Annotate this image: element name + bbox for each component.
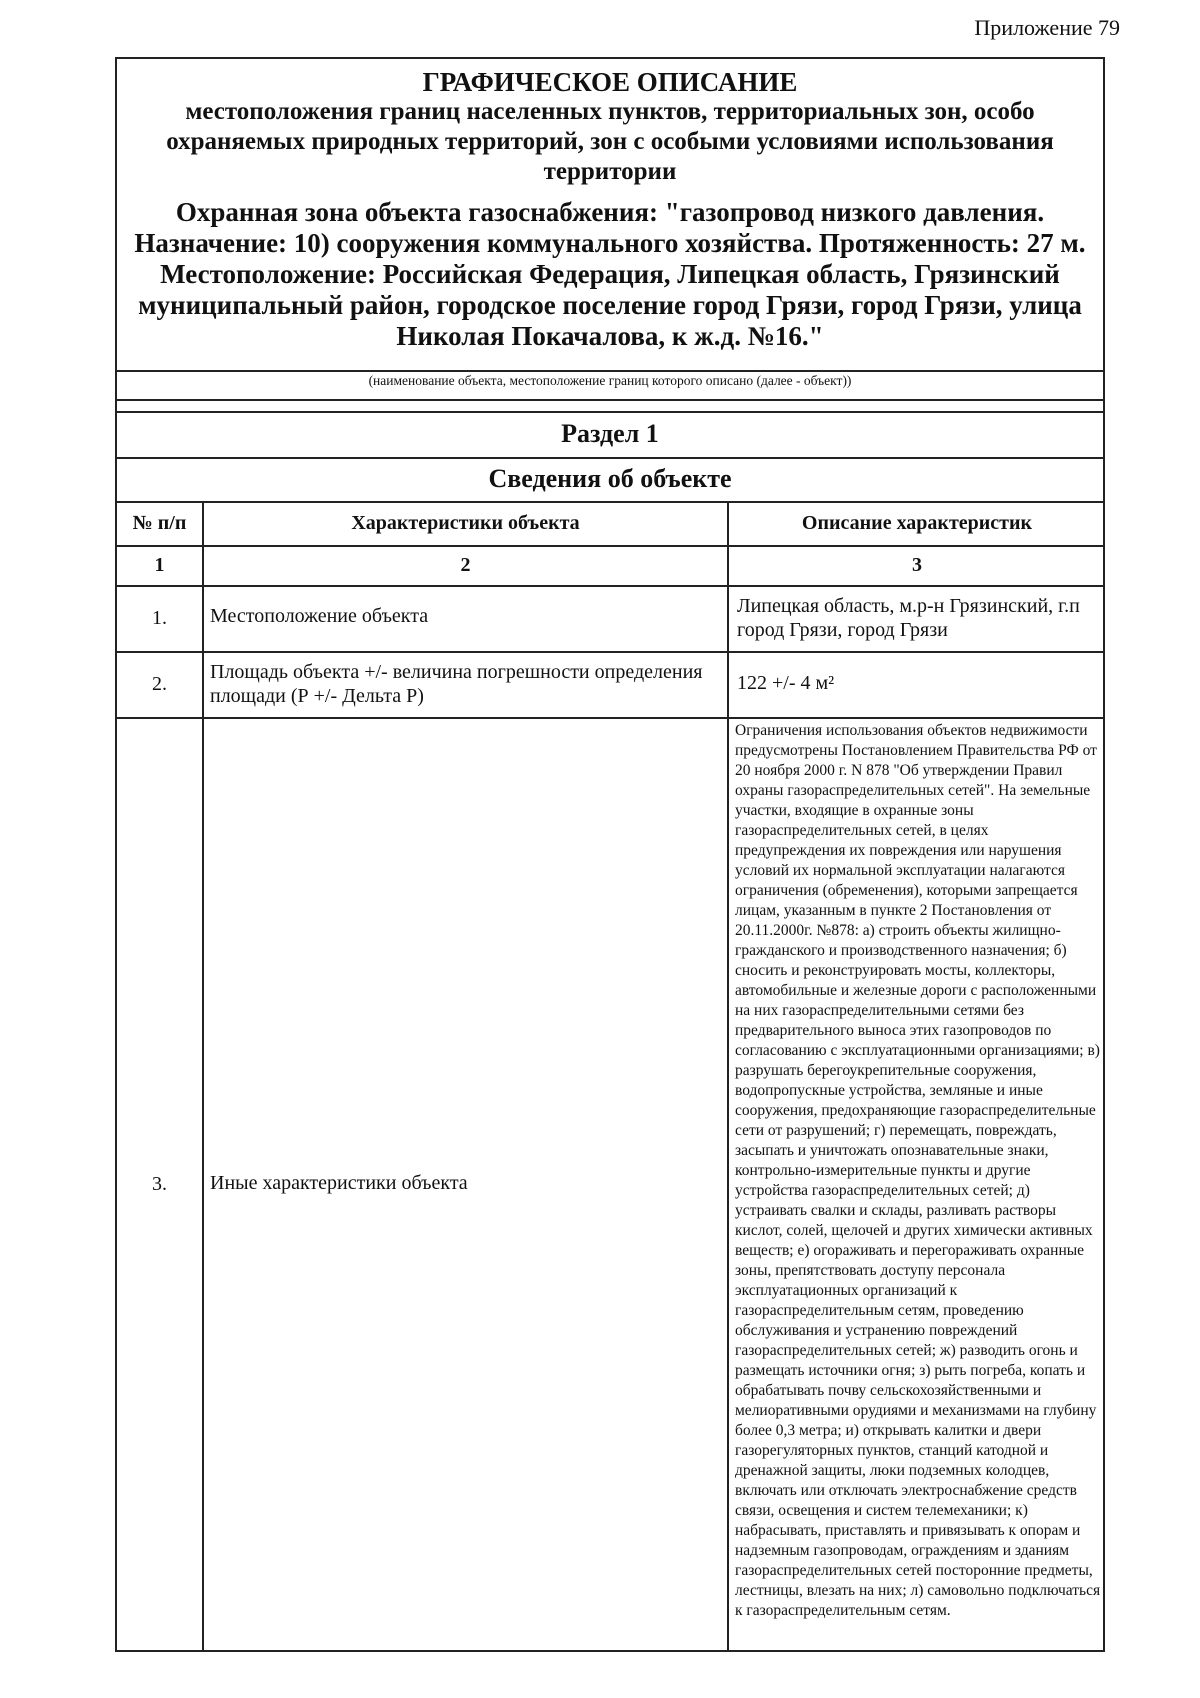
document-title: ГРАФИЧЕСКОЕ ОПИСАНИЕ [422,67,798,97]
document-header [117,59,1103,372]
column-number: 2 [460,554,471,576]
object-name: Охранная зона объекта газоснабжения: "газопровод низкого давления. Назначение: 10) сооружения коммунального хозяйства. Протяженность: 27 м. Местоположение: Российская Федерация, Липецкая область, Грязинский муниципальный район, городское поселение город Грязи, город Грязи, улица Николая Покачалова, к ж.д. №16." [134,197,1086,351]
row-characteristic: Иные характеристики объекта [210,1172,468,1194]
row-characteristic: Площадь объекта +/- величина погрешности определения площади (Р +/- Дельта Р) [210,661,703,707]
column-number: 3 [912,554,922,576]
row-number: 2. [152,673,167,695]
section-title: Сведения об объекте [488,464,732,493]
divider [117,717,1103,719]
object-caption: (наименование объекта, местоположение границ которого описано (далее - объект)) [368,373,852,388]
divider [117,585,1103,587]
document-frame [115,57,1105,1652]
column-header-characteristic: Характеристики объекта [351,512,580,534]
row-number: 1. [152,607,167,629]
row-description: 122 +/- 4 м² [737,672,835,694]
column-divider [727,501,729,1652]
section-number: Раздел 1 [561,419,659,448]
column-header-description: Описание характеристик [801,512,1033,534]
column-header-num: № п/п [132,512,187,534]
divider [117,399,1103,401]
column-number: 1 [154,554,165,576]
row-description: Ограничения использования объектов недвижимости предусмотрены Постановлением Правительства РФ от 20 ноября 2000 г. N 878 "Об утверждении Правил охраны газораспределительных сетей". На земельные участки, входящие в охранные зоны газораспределительных сетей, в целях предупреждения их повреждения или нарушения условий их нормальной эксплуатации налагаются ограничения (обременения), которыми запрещается лицам, указанным в пункте 2 Постановления от 20.11.2000г. №878: а) строить объекты жилищно-гражданского и производственного назначения; б) сносить и реконструировать мосты, коллекторы, автомобильные и железные дороги с расположенными на них газораспределительными сетями без предварительного выноса этих газопроводов по согласованию с эксплуатационными организациями; в) разрушать берегоукрепительные сооружения, водопропускные устройства, земляные и иные сооружения, предохраняющие газораспределительные сети от разрушений; г) перемещать, повреждать, засыпать и уничтожать опознавательные знаки, контрольно-измерительные пункты и другие устройства газораспределительных сетей; д) устраивать свалки и склады, разливать растворы кислот, солей, щелочей и других химически активных веществ; е) огораживать и перегораживать охранные зоны, препятствовать доступу персонала эксплуатационных организаций к газораспределительным сетям, проведению обслуживания и устранению повреждений газораспределительных сетей; ж) разводить огонь и размещать источники огня; з) рыть погреба, копать и обрабатывать почву сельскохозяйственными и мелиоративными орудиями и механизмами на глубину более 0,3 метра; и) открывать калитки и двери газорегуляторных пунктов, станций катодной и дренажной защиты, люки подземных колодцев, включать или отключать электроснабжение средств связи, освещения и систем телемеханики; к) набрасывать, приставлять и привязывать к опорам и надземным газопроводам, ограждениям и зданиям газораспределительных сетей посторонние предметы, лестницы, влезать на них; л) самовольно подключаться к газораспределительным сетям. [735,722,1101,1619]
row-number: 3. [152,1173,167,1195]
row-description: Липецкая область, м.р-н Грязинский, г.п город Грязи, город Грязи [737,595,1080,641]
divider [117,651,1103,653]
column-divider [202,501,204,1652]
appendix-label: Приложение 79 [974,15,1120,40]
row-characteristic: Местоположение объекта [210,605,429,627]
document-subtitle: местоположения границ населенных пунктов, территориальных зон, особо охраняемых природных территорий, зон с особыми условиями использования территории [166,98,1054,185]
